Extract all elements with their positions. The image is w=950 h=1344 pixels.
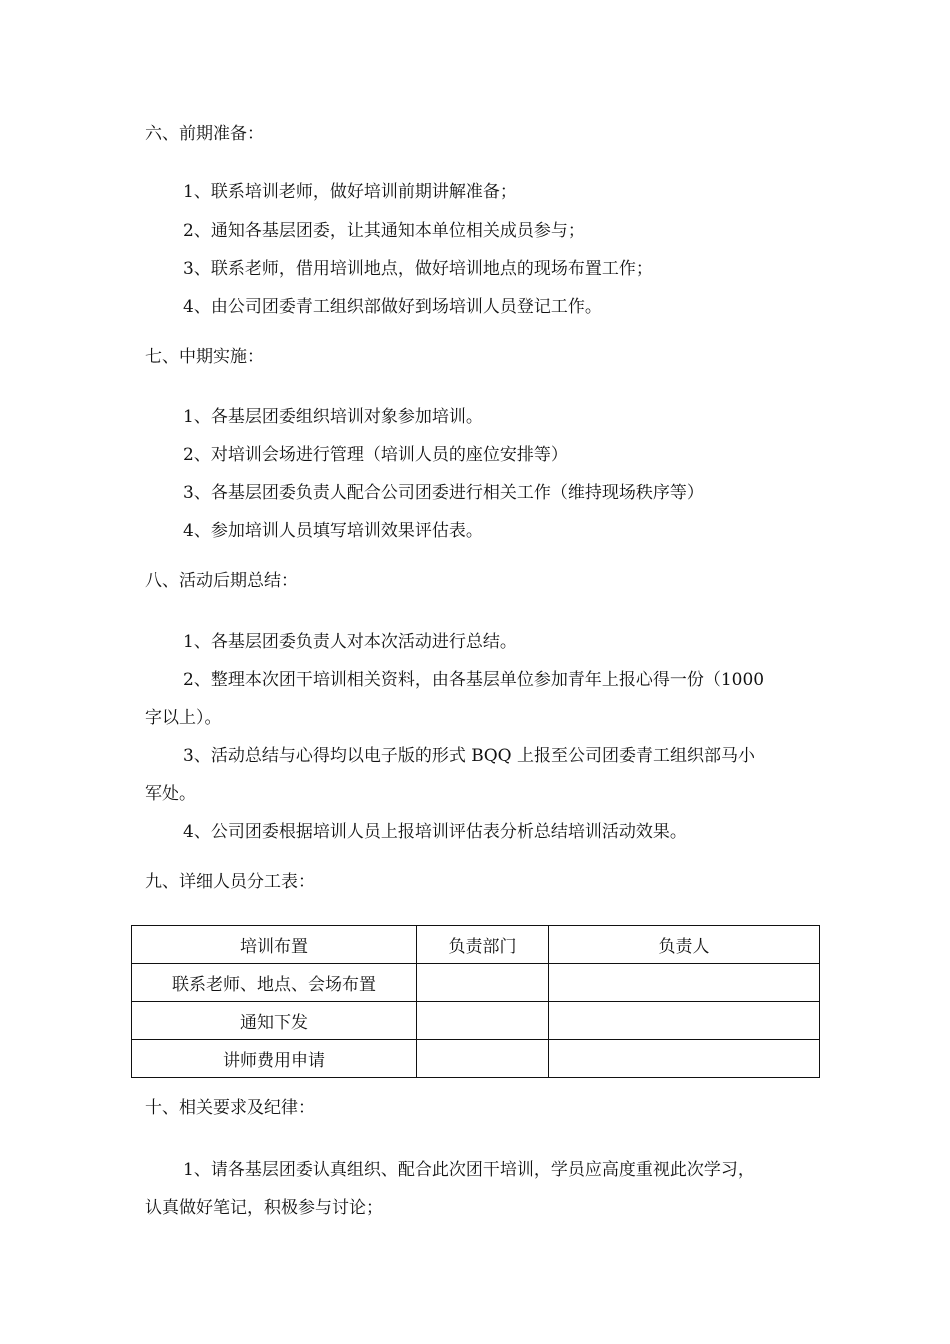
list-item: 4、参加培训人员填写培训效果评估表。	[183, 521, 483, 541]
list-item: 1、请各基层团委认真组织、配合此次团干培训，学员应高度重视此次学习，	[183, 1160, 755, 1180]
list-item-continuation: 认真做好笔记，积极参与讨论；	[145, 1198, 383, 1218]
column-header: 负责人	[549, 926, 820, 964]
table-cell	[549, 1002, 820, 1040]
list-item: 2、对培训会场进行管理（培训人员的座位安排等）	[183, 445, 568, 465]
table-row	[132, 964, 820, 1002]
section-heading-8: 八、活动后期总结：	[145, 571, 298, 591]
column-header: 培训布置	[132, 926, 417, 964]
table-row	[132, 1040, 820, 1078]
table-cell	[549, 1040, 820, 1078]
list-item: 4、公司团委根据培训人员上报培训评估表分析总结培训活动效果。	[183, 822, 687, 842]
table-cell	[549, 964, 820, 1002]
table-cell: 通知下发	[132, 1002, 417, 1040]
table-row	[132, 1002, 820, 1040]
list-item-continuation: 字以上）。	[145, 708, 222, 728]
list-item: 4、由公司团委青工组织部做好到场培训人员登记工作。	[183, 297, 602, 317]
section-heading-10: 十、相关要求及纪律：	[145, 1098, 315, 1118]
table-cell	[417, 1040, 549, 1078]
list-item: 3、活动总结与心得均以电子版的形式 BQQ 上报至公司团委青工组织部马小	[183, 746, 755, 766]
column-header: 负责部门	[417, 926, 549, 964]
list-item: 2、通知各基层团委，让其通知本单位相关成员参与；	[183, 221, 585, 241]
list-item: 2、整理本次团干培训相关资料，由各基层单位参加青年上报心得一份（1000	[183, 670, 765, 690]
list-item: 1、各基层团委组织培训对象参加培训。	[183, 407, 483, 427]
list-item: 3、联系老师，借用培训地点，做好培训地点的现场布置工作；	[183, 259, 653, 279]
list-item-continuation: 军处。	[145, 784, 196, 804]
list-item: 1、联系培训老师，做好培训前期讲解准备；	[183, 182, 517, 202]
table-cell: 联系老师、地点、会场布置	[132, 964, 417, 1002]
table-cell	[417, 1002, 549, 1040]
list-item: 3、各基层团委负责人配合公司团委进行相关工作（维持现场秩序等）	[183, 483, 704, 503]
table-cell: 讲师费用申请	[132, 1040, 417, 1078]
table-header-row	[132, 926, 820, 964]
section-heading-6: 六、前期准备：	[145, 124, 264, 144]
table-cell	[417, 964, 549, 1002]
section-heading-7: 七、中期实施：	[145, 347, 264, 367]
duty-table	[131, 925, 820, 1078]
list-item: 1、各基层团委负责人对本次活动进行总结。	[183, 632, 517, 652]
section-heading-9: 九、详细人员分工表：	[145, 872, 315, 892]
